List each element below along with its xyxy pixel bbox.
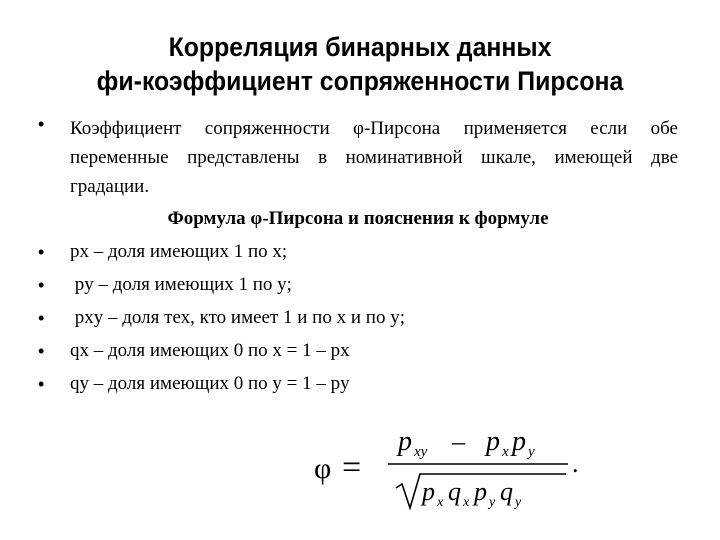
intro-bullet bbox=[38, 114, 678, 201]
den-sub-x1: x bbox=[437, 495, 444, 510]
title-line-1: Корреляция бинарных данных bbox=[168, 32, 552, 62]
slide-title bbox=[47, 30, 673, 98]
num-sub-x: x bbox=[502, 444, 509, 460]
list-item bbox=[38, 340, 678, 373]
bullet-list bbox=[38, 114, 678, 406]
phi-symbol: φ bbox=[314, 452, 332, 485]
formula-svg bbox=[300, 418, 600, 518]
title-line-2: фи-коэффициент сопряженности Пирсона bbox=[96, 66, 624, 96]
den-qx: q bbox=[448, 477, 461, 506]
intro-text: Коэффициент сопряженности φ-Пирсона применяется если обе переменные представлены в номинативной шкале, имеющей две градации. bbox=[70, 118, 678, 197]
list-item-text: py – доля имеющих 1 по y; bbox=[70, 274, 292, 295]
bullet-marker: • bbox=[38, 114, 45, 134]
formula-period: . bbox=[572, 449, 579, 478]
num-sub-y: y bbox=[528, 444, 535, 460]
den-sub-x2: x bbox=[463, 495, 470, 510]
bullet-marker: • bbox=[38, 308, 45, 328]
den-sub-y1: y bbox=[489, 495, 496, 510]
den-px: p bbox=[422, 477, 435, 506]
num-sub-xy: xy bbox=[414, 444, 428, 460]
den-sub-y2: y bbox=[515, 495, 522, 510]
list-item bbox=[38, 307, 678, 340]
bullet-marker: • bbox=[38, 275, 45, 295]
num-px: p bbox=[486, 426, 500, 457]
formula-caption: Формула φ-Пирсона и пояснения к формуле bbox=[167, 208, 549, 229]
list-item bbox=[38, 241, 678, 274]
list-item-text: px – доля имеющих 1 по x; bbox=[70, 241, 288, 262]
list-item bbox=[38, 274, 678, 307]
list-item-text: pxy – доля тех, кто имеет 1 и по x и по y; bbox=[70, 307, 405, 328]
list-item-text: qx – доля имеющих 0 по x = 1 – px bbox=[70, 340, 350, 361]
equals-sign: = bbox=[342, 449, 362, 486]
num-minus: – bbox=[452, 427, 465, 456]
den-py: p bbox=[474, 477, 487, 506]
num-py: p bbox=[512, 426, 526, 457]
bullet-marker: • bbox=[38, 341, 45, 361]
num-p: p bbox=[398, 426, 412, 457]
bullet-marker: • bbox=[38, 242, 45, 262]
den-qy: q bbox=[500, 477, 513, 506]
phi-formula bbox=[300, 418, 600, 518]
list-item bbox=[38, 373, 678, 406]
bullet-marker: • bbox=[38, 374, 45, 394]
list-item-text: qy – доля имеющих 0 по y = 1 – py bbox=[70, 373, 350, 394]
